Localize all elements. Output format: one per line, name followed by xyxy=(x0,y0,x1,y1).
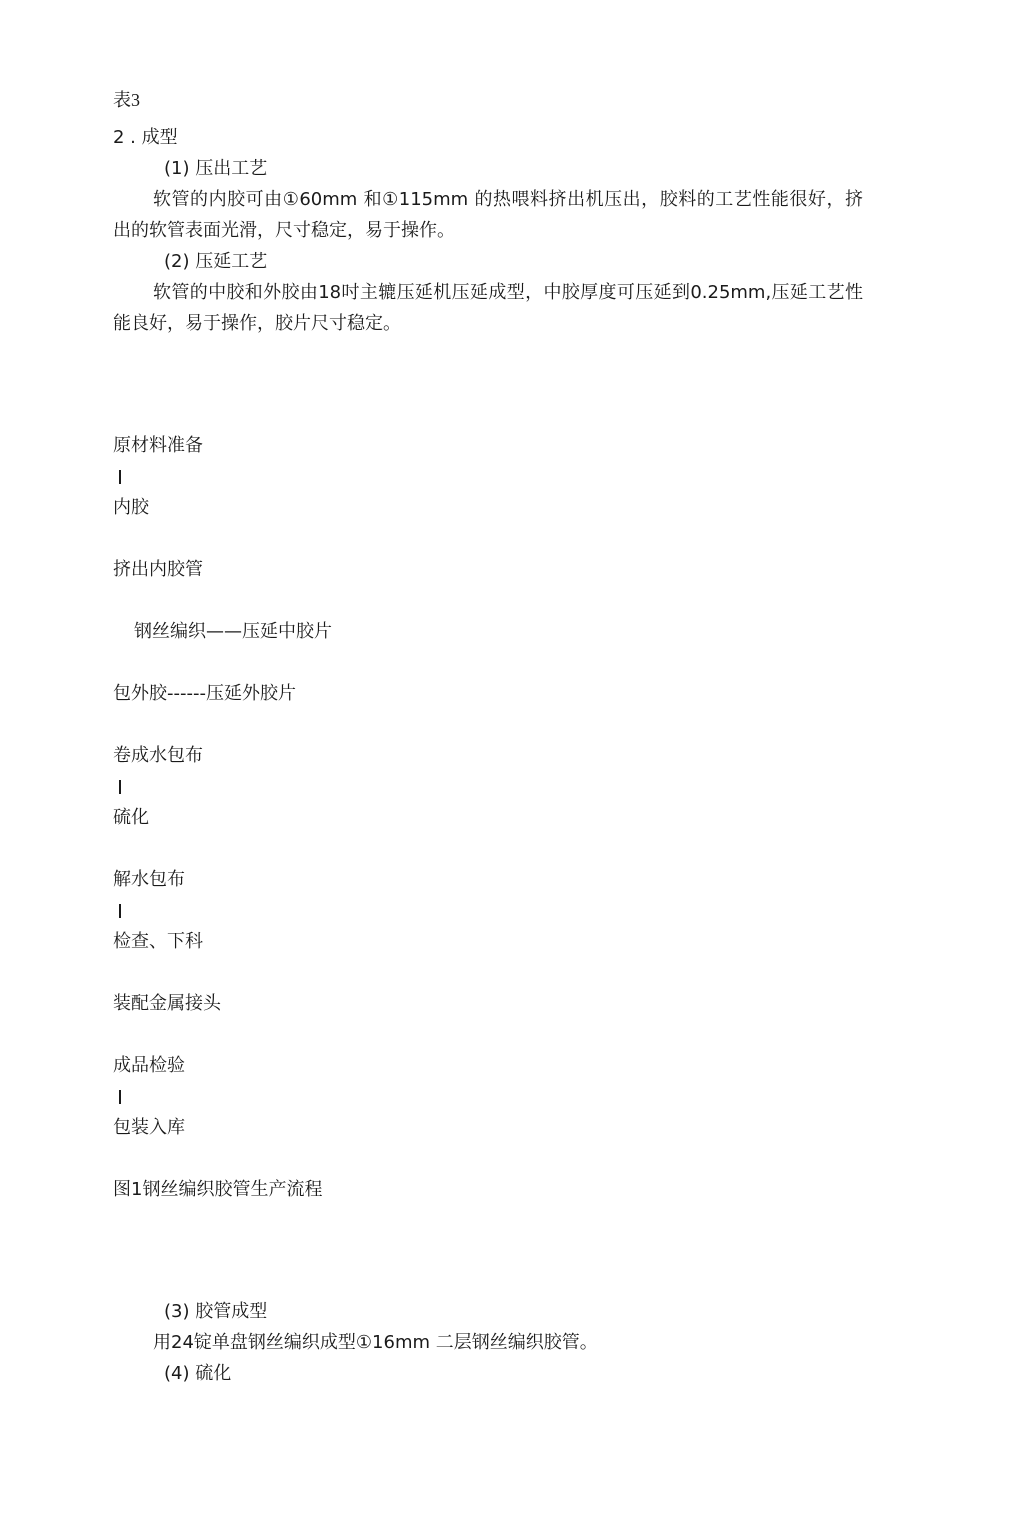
table-reference: 表3 xyxy=(113,90,140,110)
flow-step-unwrap-cloth: 解水包布 xyxy=(113,869,185,890)
subsection-title-hose-forming: (3) 胶管成型 xyxy=(164,1301,268,1322)
flow-step-extrude-inner-tube: 挤出内胶管 xyxy=(113,559,203,580)
paragraph-hose-forming: 用24锭单盘钢丝编织成型①16mm 二层钢丝编织胶管。 xyxy=(153,1332,598,1353)
flow-step-wire-braiding: 钢丝编织——压延中胶片 xyxy=(134,621,332,642)
flow-connector xyxy=(119,780,121,794)
flow-step-outer-cover: 包外胶------压延外胶片 xyxy=(113,683,296,704)
flow-step-assemble-fittings: 装配金属接头 xyxy=(113,993,221,1014)
flow-step-wrap-cloth: 卷成水包布 xyxy=(113,745,203,766)
subsection-title-vulcanization: (4) 硫化 xyxy=(164,1363,232,1384)
subsection-title-extrusion: (1) 压出工艺 xyxy=(164,158,268,179)
subsection-title-calendering: (2) 压延工艺 xyxy=(164,251,268,272)
section-title: 2 . 成型 xyxy=(113,127,178,148)
flow-step-inner-rubber: 内胶 xyxy=(113,497,149,518)
paragraph-extrusion: 软管的内胶可由①60mm 和①115mm 的热喂料挤出机压出，胶料的工艺性能很好，挤出的软管表面光滑，尺寸稳定，易于操作。 xyxy=(113,189,863,241)
flow-connector xyxy=(119,1090,121,1104)
paragraph-calendering: 软管的中胶和外胶由18吋主辘压延机压延成型，中胶厚度可压延到0.25mm,压延工艺性能良好，易于操作，胶片尺寸稳定。 xyxy=(113,282,863,334)
figure-caption: 图1钢丝编织胶管生产流程 xyxy=(113,1179,323,1200)
flow-step-final-inspection: 成品检验 xyxy=(113,1055,185,1076)
flow-step-inspect-cut: 检查、下科 xyxy=(113,931,203,952)
flow-step-pack-store: 包装入库 xyxy=(113,1117,185,1138)
flow-connector xyxy=(119,470,121,484)
flow-connector xyxy=(119,904,121,918)
flow-step-vulcanize: 硫化 xyxy=(113,807,149,828)
flow-step-raw-materials: 原材料准备 xyxy=(113,435,203,456)
